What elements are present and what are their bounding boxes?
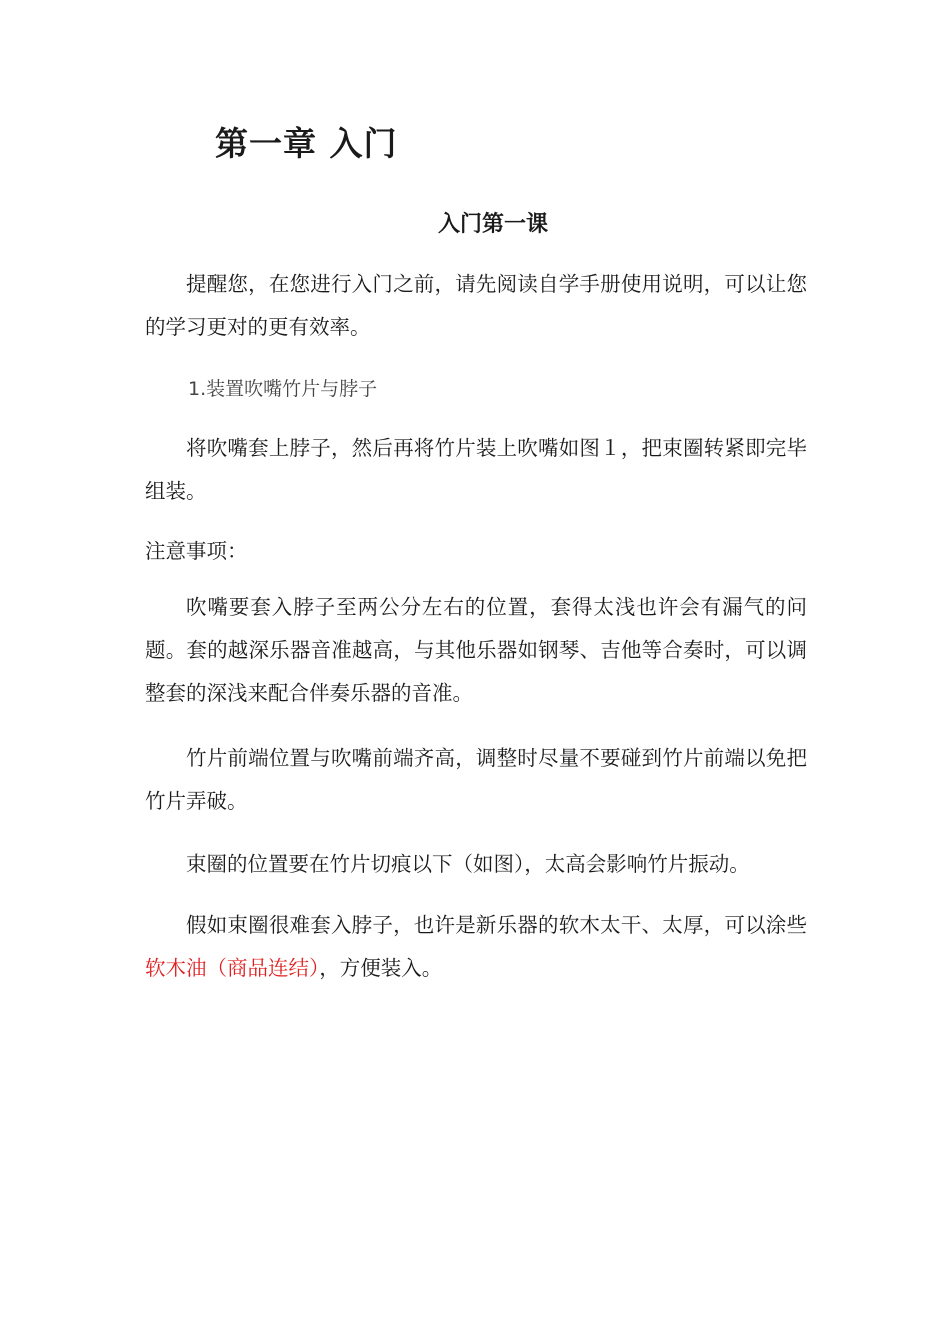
notes-heading: 注意事项： bbox=[145, 539, 248, 563]
note-4-text-after: ，方便装入。 bbox=[319, 956, 443, 980]
cork-grease-link[interactable]: 软木油（商品连结） bbox=[145, 956, 320, 980]
note-paragraph-3: 束圈的位置要在竹片切痕以下（如图），太高会影响竹片振动。 bbox=[186, 852, 750, 876]
lesson-title: 入门第一课 bbox=[438, 211, 549, 237]
note-paragraph-2: 竹片前端位置与吹嘴前端齐高，调整时尽量不要碰到竹片前端以免把竹片弄破。 bbox=[145, 746, 807, 813]
note-4-text-before: 假如束圈很难套入脖子，也许是新乐器的软木太干、太厚，可以涂些 bbox=[186, 913, 807, 937]
chapter-title: 第一章 入门 bbox=[215, 124, 398, 163]
section-heading: 1.装置吹嘴竹片与脖子 bbox=[188, 378, 378, 400]
intro-paragraph: 提醒您，在您进行入门之前，请先阅读自学手册使用说明，可以让您的学习更对的更有效率。 bbox=[145, 272, 807, 339]
note-paragraph-4 bbox=[145, 904, 807, 990]
section-body-paragraph: 将吹嘴套上脖子，然后再将竹片装上吹嘴如图１，把束圈转紧即完毕组装。 bbox=[145, 436, 807, 503]
note-paragraph-1: 吹嘴要套入脖子至两公分左右的位置，套得太浅也许会有漏气的问题。套的越深乐器音准越高，与其他乐器如钢琴、吉他等合奏时，可以调整套的深浅来配合伴奏乐器的音准。 bbox=[145, 595, 807, 705]
